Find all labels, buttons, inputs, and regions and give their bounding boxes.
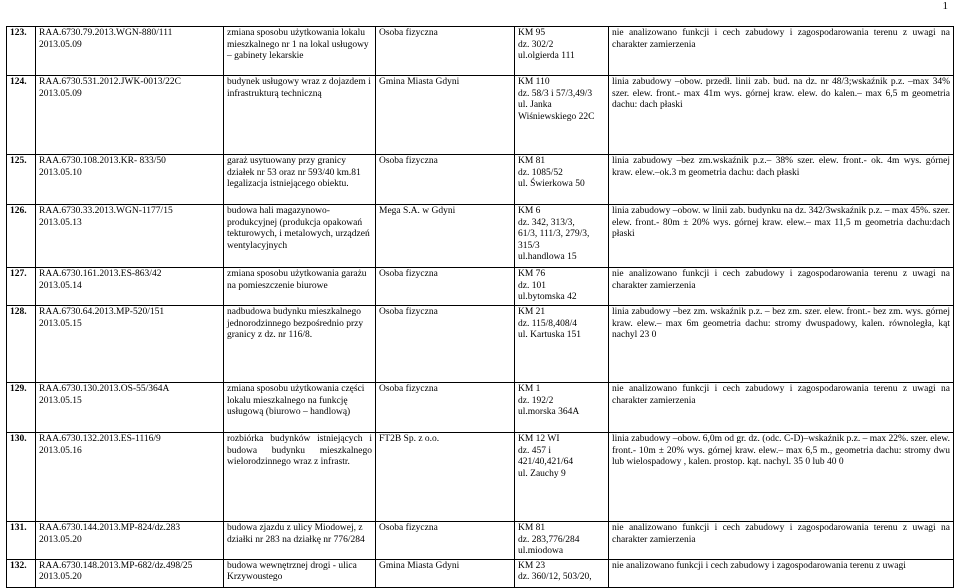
row-number: 123. [7, 27, 36, 76]
location: KM 110 dz. 58/3 i 57/3,49/3 ul. Janka Wiśniewskiego 22C [515, 76, 609, 155]
subject: zmiana sposobu użytkowania garażu na pomieszczenie biurowe [224, 268, 376, 306]
subject: rozbiórka budynków istniejących i budowa budynku mieszkalnego wielorodzinnego wraz z infrastr. [224, 433, 376, 522]
notes: linia zabudowy –bez zm.wskaźnik p.z.– 38% szer. elew. front.- ok. 4m wys. górnej kraw. elew.–ok.3 m geometria dachu: dach płaski [609, 155, 954, 205]
investor: Gmina Miasta Gdyni [376, 76, 515, 155]
case-signature: RAA.6730.130.2013.OS-55/364A [39, 384, 170, 394]
row-number: 132. [7, 559, 36, 587]
subject: zmiana sposobu użytkowania części lokalu mieszkalnego na funkcję usługową (biurowo – handlową) [224, 383, 376, 433]
investor: Gmina Miasta Gdyni [376, 559, 515, 587]
case-date: 2013.05.20 [39, 572, 82, 582]
case-ref [36, 155, 224, 205]
location: KM 23 dz. 360/12, 503/20, [515, 559, 609, 587]
subject: zmiana sposobu użytkowania lokalu mieszkalnego nr 1 na lokal usługowy – gabinety lekarskie [224, 27, 376, 76]
notes: nie analizowano funkcji i cech zabudowy i zagospodarowania terenu z uwagi na charakter zamierzenia [609, 383, 954, 433]
location: KM 12 WI dz. 457 i 421/40,421/64 ul. Zauchy 9 [515, 433, 609, 522]
case-signature: RAA.6730.79.2013.WGN-880/111 [39, 28, 173, 38]
investor: Osoba fizyczna [376, 522, 515, 560]
case-signature: RAA.6730.161.2013.ES-863/42 [39, 269, 162, 279]
subject: budowa hali magazynowo-produkcyjnej (produkcja opakowań tekturowych, i metalowych, urządzeń wentylacyjnych [224, 205, 376, 268]
notes: nie analizowano funkcji i cech zabudowy i zagospodarowania terenu z uwagi na charakter zamierzenia [609, 522, 954, 560]
case-date: 2013.05.13 [39, 217, 82, 228]
table-row [7, 522, 954, 560]
subject: nadbudowa budynku mieszkalnego jednorodzinnego bezpośrednio przy granicy z dz. nr 116/8. [224, 306, 376, 383]
case-ref [36, 433, 224, 522]
table-row [7, 306, 954, 383]
case-ref [36, 522, 224, 560]
investor: Osoba fizyczna [376, 27, 515, 76]
location: KM 95 dz. 302/2 ul.olgierda 111 [515, 27, 609, 76]
notes: nie analizowano funkcji i cech zabudowy i zagospodarowania terenu z uwagi na charakter zamierzenia [609, 268, 954, 306]
table-row [7, 76, 954, 155]
location: KM 81 dz. 283,776/284 ul.miodowa [515, 522, 609, 560]
case-ref [36, 306, 224, 383]
row-number: 129. [7, 383, 36, 433]
table-row [7, 268, 954, 306]
location: KM 21 dz. 115/8,408/4 ul. Kartuska 151 [515, 306, 609, 383]
table-row [7, 383, 954, 433]
row-number: 126. [7, 205, 36, 268]
case-date: 2013.05.16 [39, 445, 82, 456]
table-row [7, 155, 954, 205]
case-ref [36, 383, 224, 433]
row-number: 128. [7, 306, 36, 383]
row-number: 127. [7, 268, 36, 306]
row-number: 125. [7, 155, 36, 205]
decisions-table [6, 26, 954, 588]
case-date: 2013.05.20 [39, 534, 82, 545]
case-date: 2013.05.15 [39, 395, 82, 406]
location: KM 6 dz. 342, 313/3, 61/3, 111/3, 279/3, 315/3 ul.handlowa 15 [515, 205, 609, 268]
location: KM 1 dz. 192/2 ul.morska 364A [515, 383, 609, 433]
case-ref [36, 76, 224, 155]
location: KM 81 dz. 1085/52 ul. Świerkowa 50 [515, 155, 609, 205]
notes: nie analizowano funkcji i cech zabudowy i zagospodarowania terenu z uwagi [609, 559, 954, 587]
case-date: 2013.05.09 [39, 88, 82, 99]
table-row [7, 27, 954, 76]
subject: budowa zjazdu z ulicy Miodowej, z działki nr 283 na działkę nr 776/284 [224, 522, 376, 560]
investor: FT2B Sp. z o.o. [376, 433, 515, 522]
case-signature: RAA.6730.531.2012.JWK-0013/22C [39, 77, 181, 87]
case-signature: RAA.6730.64.2013.MP-520/151 [39, 307, 165, 317]
case-signature: RAA.6730.132.2013.ES-1116/9 [39, 434, 161, 444]
subject: budynek usługowy wraz z dojazdem i infrastrukturą techniczną [224, 76, 376, 155]
notes: nie analizowano funkcji i cech zabudowy i zagospodarowania terenu z uwagi na charakter zamierzenia [609, 27, 954, 76]
case-ref [36, 205, 224, 268]
notes: linia zabudowy –obow. w linii zab. budynku na dz. 342/3wskaźnik p.z. – max 45%. szer. elew. front.- 80m ± 20% wys. górnej kraw. elew.– max 11,5 m geometria dachu:dach płaski [609, 205, 954, 268]
page-number: 1 [942, 0, 948, 12]
case-date: 2013.05.09 [39, 39, 82, 50]
row-number: 130. [7, 433, 36, 522]
investor: Osoba fizyczna [376, 306, 515, 383]
investor: Osoba fizyczna [376, 268, 515, 306]
case-signature: RAA.6730.148.2013.MP-682/dz.498/25 [39, 560, 193, 571]
row-number: 124. [7, 76, 36, 155]
case-signature: RAA.6730.108.2013.KR- 833/50 [39, 156, 166, 166]
case-signature: RAA.6730.33.2013.WGN-1177/15 [39, 206, 173, 216]
investor: Osoba fizyczna [376, 155, 515, 205]
table-row [7, 205, 954, 268]
case-ref [36, 559, 224, 587]
row-number: 131. [7, 522, 36, 560]
case-date: 2013.05.15 [39, 318, 82, 329]
case-signature: RAA.6730.144.2013.MP-824/dz.283 [39, 523, 181, 533]
case-ref [36, 27, 224, 76]
case-ref [36, 268, 224, 306]
notes: linia zabudowy –obow. 6,0m od gr. dz. (odc. C-D)–wskaźnik p.z. – max 22%. szer. elew. front.- 10m ± 20% wys. górnej kraw. elew.– max 6,5 m., geometria dachu: stromy dwu lub wielospadowy , kalen. prostop. kąt. nachyl. 35 0 lub 40 0 [609, 433, 954, 522]
table-row [7, 559, 954, 587]
table-row [7, 433, 954, 522]
investor: Osoba fizyczna [376, 383, 515, 433]
subject: garaż usytuowany przy granicy działek nr 53 oraz nr 593/40 km.81 legalizacja istniejącego obiektu. [224, 155, 376, 205]
notes: linia zabudowy –obow. przedł. linii zab. bud. na dz. nr 48/3;wskaźnik p.z. –max 34% szer. elew. front.- max 41m wys. górnej kraw. elew. do kalen.– max 6,5 m geometria dachu: dach płaski [609, 76, 954, 155]
case-date: 2013.05.10 [39, 167, 82, 178]
notes: linia zabudowy –bez zm. wskaźnik p.z. – bez zm. szer. elew. front.- bez zm. wys. górnej kraw. elew.– max 6m geometria dachu: stromy dwuspadowy, kalen. równoległa, kąt nachyl 23 0 [609, 306, 954, 383]
subject: budowa wewnętrznej drogi - ulica Krzywoustego [224, 559, 376, 587]
case-date: 2013.05.14 [39, 280, 82, 291]
location: KM 76 dz. 101 ul.bytomska 42 [515, 268, 609, 306]
investor: Mega S.A. w Gdyni [376, 205, 515, 268]
